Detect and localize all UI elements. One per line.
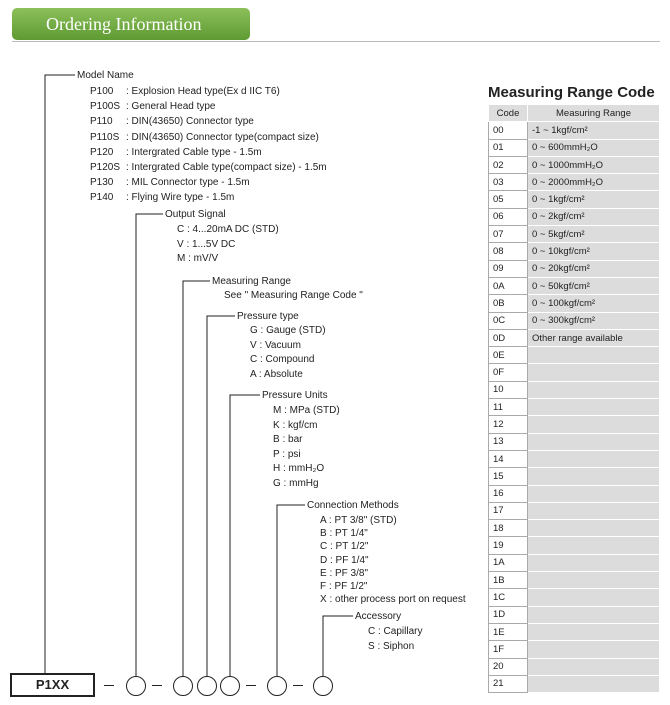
code-slot-output: [126, 676, 146, 696]
units-option: G : mmHg: [273, 477, 319, 489]
range-row: [489, 260, 660, 277]
range-value: -1 ~ 1kgf/cm²: [528, 122, 660, 139]
measuring-range-label: Measuring Range: [212, 276, 291, 287]
range-row: [489, 572, 660, 589]
range-code: 11: [489, 399, 528, 416]
range-code: 05: [489, 191, 528, 208]
range-row: [489, 623, 660, 640]
model-desc: : Flying Wire type - 1.5m: [126, 192, 235, 204]
model-desc: : General Head type: [126, 101, 216, 113]
range-value: [528, 675, 660, 692]
acc-option: S : Siphon: [368, 640, 415, 652]
model-code: P120S: [90, 162, 121, 173]
model-code: P120: [90, 146, 114, 158]
range-code: 15: [489, 468, 528, 485]
range-value: 0 ~ 100kgf/cm²: [528, 295, 660, 312]
range-row: [489, 329, 660, 346]
output-signal-label: Output Signal: [165, 209, 226, 220]
range-value: 0 ~ 1kgf/cm²: [528, 191, 660, 208]
range-row: [489, 641, 660, 658]
range-row: [489, 675, 660, 692]
code-slot-connection: [313, 676, 333, 696]
range-value: Other range available: [528, 329, 660, 346]
model-desc: : MIL Connector type - 1.5m: [126, 177, 250, 189]
model-desc: : DIN(43650) Connector type: [126, 116, 254, 128]
conn-option: B : PT 1/4": [320, 528, 368, 540]
model-desc: : DIN(43650) Connector type(compact size): [126, 131, 319, 143]
range-code: 0A: [489, 277, 528, 294]
range-value: 0 ~ 10kgf/cm²: [528, 243, 660, 260]
range-row: [489, 174, 660, 191]
range-row: [489, 226, 660, 243]
range-value: 0 ~ 50kgf/cm²: [528, 277, 660, 294]
col-code: Code: [489, 105, 528, 122]
code-slot-range: [173, 676, 193, 696]
range-value: [528, 381, 660, 398]
range-code: 19: [489, 537, 528, 554]
range-row: [489, 208, 660, 225]
model-name-label: Model Name: [77, 70, 134, 81]
dash: [152, 685, 162, 686]
conn-option: A : PT 3/8" (STD): [320, 515, 397, 526]
range-code: 1C: [489, 589, 528, 606]
dash: [104, 685, 114, 686]
col-range: Measuring Range: [528, 105, 660, 122]
output-option: V : 1...5V DC: [177, 238, 236, 250]
section-banner: Ordering Information: [12, 8, 250, 40]
range-option: See " Measuring Range Code ": [224, 290, 363, 301]
range-row: [489, 658, 660, 675]
model-code: P100S: [90, 101, 121, 113]
model-code: P110S: [90, 131, 120, 143]
model-desc: : Explosion Head type(Ex d IIC T6): [126, 86, 280, 97]
range-value: [528, 520, 660, 537]
range-row: [489, 122, 660, 139]
range-code: 1E: [489, 623, 528, 640]
range-row: [489, 399, 660, 416]
code-slot-range-2: [197, 676, 217, 696]
range-value: [528, 347, 660, 364]
range-value: [528, 606, 660, 623]
range-code: 14: [489, 450, 528, 467]
model-code-box: P1XX: [10, 673, 95, 697]
range-value: [528, 554, 660, 571]
range-code: 10: [489, 381, 528, 398]
range-row: [489, 312, 660, 329]
range-code: 20: [489, 658, 528, 675]
range-value: 0 ~ 300kgf/cm²: [528, 312, 660, 329]
range-row: [489, 554, 660, 571]
range-row: [489, 381, 660, 398]
dash: [246, 685, 256, 686]
range-code: 0F: [489, 364, 528, 381]
range-code: 18: [489, 520, 528, 537]
range-value: [528, 641, 660, 658]
output-option: C : 4...20mA DC (STD): [177, 224, 279, 235]
units-option: H : mmH₂O: [273, 463, 325, 474]
range-value: 0 ~ 600mmH₂O: [528, 139, 660, 156]
model-code: P110: [90, 116, 113, 128]
model-code: P140: [90, 192, 114, 204]
range-value: [528, 658, 660, 675]
conn-option: F : PF 1/2": [320, 581, 368, 592]
pressure-units-label: Pressure Units: [262, 390, 328, 401]
conn-option: E : PF 3/8": [320, 567, 369, 579]
range-code: 08: [489, 243, 528, 260]
range-value: [528, 537, 660, 554]
range-code: 1F: [489, 641, 528, 658]
units-option: K : kgf/cm: [273, 419, 318, 431]
range-code: 0B: [489, 295, 528, 312]
range-code: 1A: [489, 554, 528, 571]
range-row: [489, 433, 660, 450]
range-row: [489, 277, 660, 294]
range-value: [528, 589, 660, 606]
model-code: P100: [90, 86, 114, 97]
range-code: 09: [489, 260, 528, 277]
range-value: [528, 623, 660, 640]
ptype-option: V : Vacuum: [250, 339, 301, 351]
range-row: [489, 520, 660, 537]
range-value: 0 ~ 1000mmH₂O: [528, 156, 660, 173]
conn-option: X : other process port on request: [320, 594, 466, 606]
range-row: [489, 502, 660, 519]
range-row: [489, 537, 660, 554]
model-desc: : Intergrated Cable type(compact size) - 1.5m: [126, 162, 327, 173]
range-value: 0 ~ 2000mmH₂O: [528, 174, 660, 191]
dash: [293, 685, 303, 686]
range-code: 0E: [489, 347, 528, 364]
range-row: [489, 191, 660, 208]
range-code: 21: [489, 675, 528, 692]
range-row: [489, 450, 660, 467]
ptype-option: C : Compound: [250, 354, 315, 365]
units-option: M : MPa (STD): [273, 405, 340, 416]
range-value: [528, 399, 660, 416]
acc-option: C : Capillary: [368, 626, 423, 637]
range-value: [528, 416, 660, 433]
range-row: [489, 606, 660, 623]
range-code: 07: [489, 226, 528, 243]
range-row: [489, 295, 660, 312]
range-row: [489, 347, 660, 364]
measuring-range-title: Measuring Range Code: [488, 84, 655, 101]
pressure-type-label: Pressure type: [237, 311, 299, 322]
range-value: 0 ~ 20kgf/cm²: [528, 260, 660, 277]
units-option: B : bar: [273, 434, 303, 445]
conn-option: D : PF 1/4": [320, 554, 369, 566]
range-code: 17: [489, 502, 528, 519]
range-value: [528, 485, 660, 502]
code-slot-units: [267, 676, 287, 696]
range-row: [489, 243, 660, 260]
conn-option: C : PT 1/2": [320, 541, 369, 553]
range-code: 1D: [489, 606, 528, 623]
range-value: [528, 450, 660, 467]
model-desc: : Intergrated Cable type - 1.5m: [126, 146, 262, 158]
range-code: 16: [489, 485, 528, 502]
range-row: [489, 416, 660, 433]
range-code: 12: [489, 416, 528, 433]
output-option: M : mV/V: [177, 253, 219, 264]
range-value: 0 ~ 2kgf/cm²: [528, 208, 660, 225]
range-code: 0C: [489, 312, 528, 329]
ptype-option: G : Gauge (STD): [250, 325, 326, 336]
range-value: 0 ~ 5kgf/cm²: [528, 226, 660, 243]
range-code: 1B: [489, 572, 528, 589]
range-value: [528, 572, 660, 589]
range-row: [489, 468, 660, 485]
range-value: [528, 468, 660, 485]
units-option: P : psi: [273, 448, 301, 460]
range-row: [489, 364, 660, 381]
range-code: 13: [489, 433, 528, 450]
ptype-option: A : Absolute: [250, 368, 303, 380]
range-code: 02: [489, 156, 528, 173]
range-value: [528, 433, 660, 450]
range-row: [489, 485, 660, 502]
range-row: [489, 589, 660, 606]
range-row: [489, 139, 660, 156]
code-slot-ptype: [220, 676, 240, 696]
accessory-label: Accessory: [355, 611, 402, 622]
range-code: 06: [489, 208, 528, 225]
range-code: 01: [489, 139, 528, 156]
range-code: 03: [489, 174, 528, 191]
range-code: 0D: [489, 329, 528, 346]
range-value: [528, 364, 660, 381]
model-code: P130: [90, 177, 114, 189]
range-row: [489, 156, 660, 173]
connection-methods-label: Connection Methods: [307, 500, 399, 511]
measuring-range-table: [488, 104, 660, 693]
range-code: 00: [489, 122, 528, 139]
range-value: [528, 502, 660, 519]
